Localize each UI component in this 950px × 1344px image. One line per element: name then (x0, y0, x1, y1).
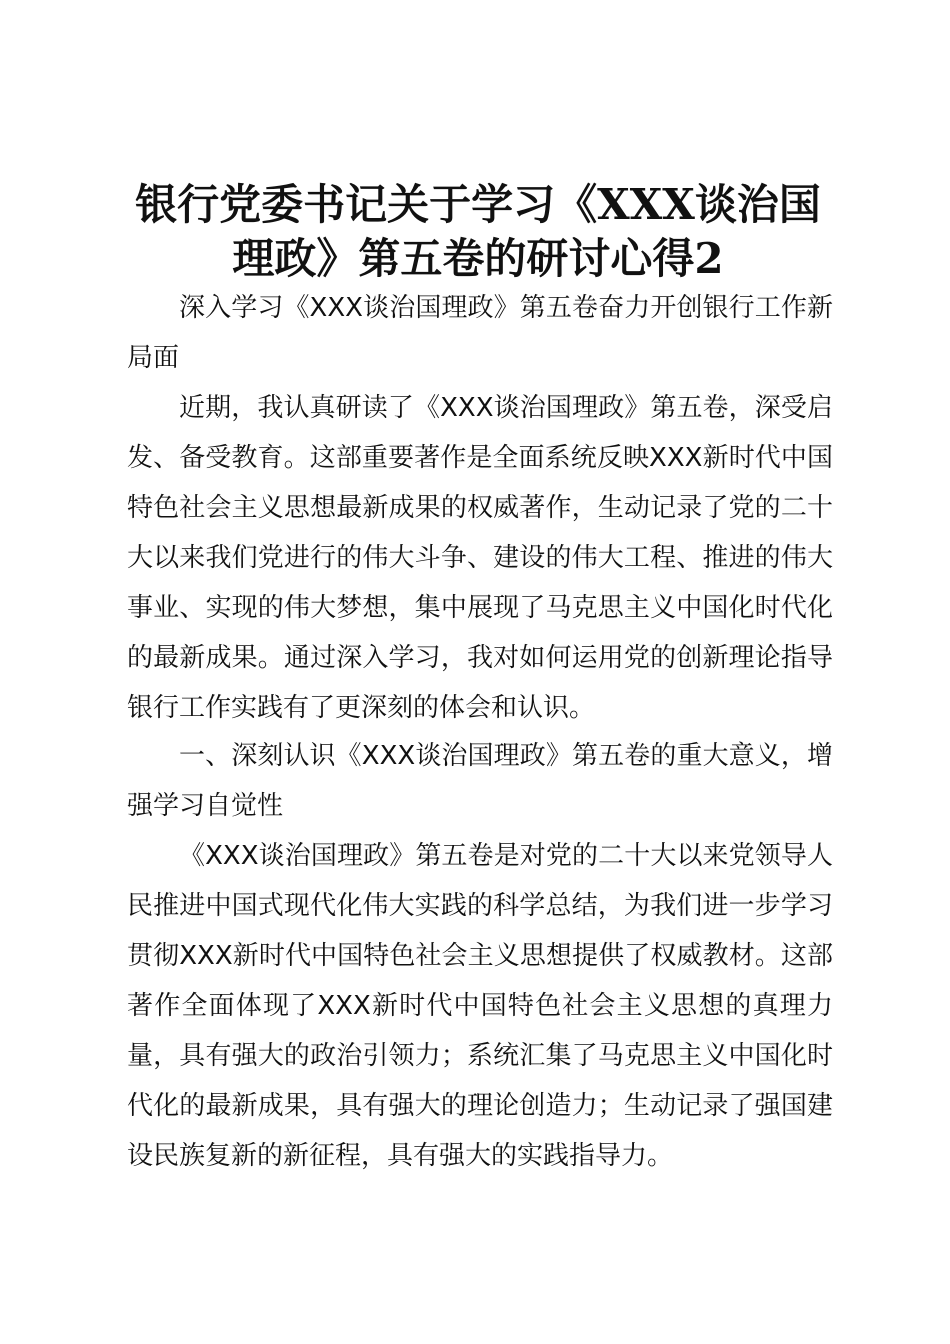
subtitle-paragraph: 深入学习《XXX谈治国理政》第五卷奋力开创银行工作新局面 (127, 293, 833, 373)
section-1-heading: 一、深刻认识《XXX谈治国理政》第五卷的重大意义，增强学习自觉性 (127, 741, 833, 821)
document-title: 银行党委书记关于学习《XXX谈治国理政》第五卷的研讨心得2 (135, 180, 821, 283)
section-1-paragraph: 《XXX谈治国理政》第五卷是对党的二十大以来党领导人民推进中国式现代化伟大实践的科学总结，为我们进一步学习贯彻XXX新时代中国特色社会主义思想提供了权威教材。这部著作全面体现了XXX新时代中国特色社会主义思想的真理力量，具有强大的政治引领力；系统汇集了马克思主义中国化时代化的最新成果，具有强大的理论创造力；生动记录了强国建设民族复新的新征程，具有强大的实践指导力。 (127, 841, 833, 1171)
intro-paragraph: 近期，我认真研读了《XXX谈治国理政》第五卷，深受启发、备受教育。这部重要著作是全面系统反映XXX新时代中国特色社会主义思想最新成果的权威著作，生动记录了党的二十大以来我们党进行的伟大斗争、建设的伟大工程、推进的伟大事业、实现的伟大梦想，集中展现了马克思主义中国化时代化的最新成果。通过深入学习，我对如何运用党的创新理论指导银行工作实践有了更深刻的体会和认识。 (127, 393, 833, 723)
